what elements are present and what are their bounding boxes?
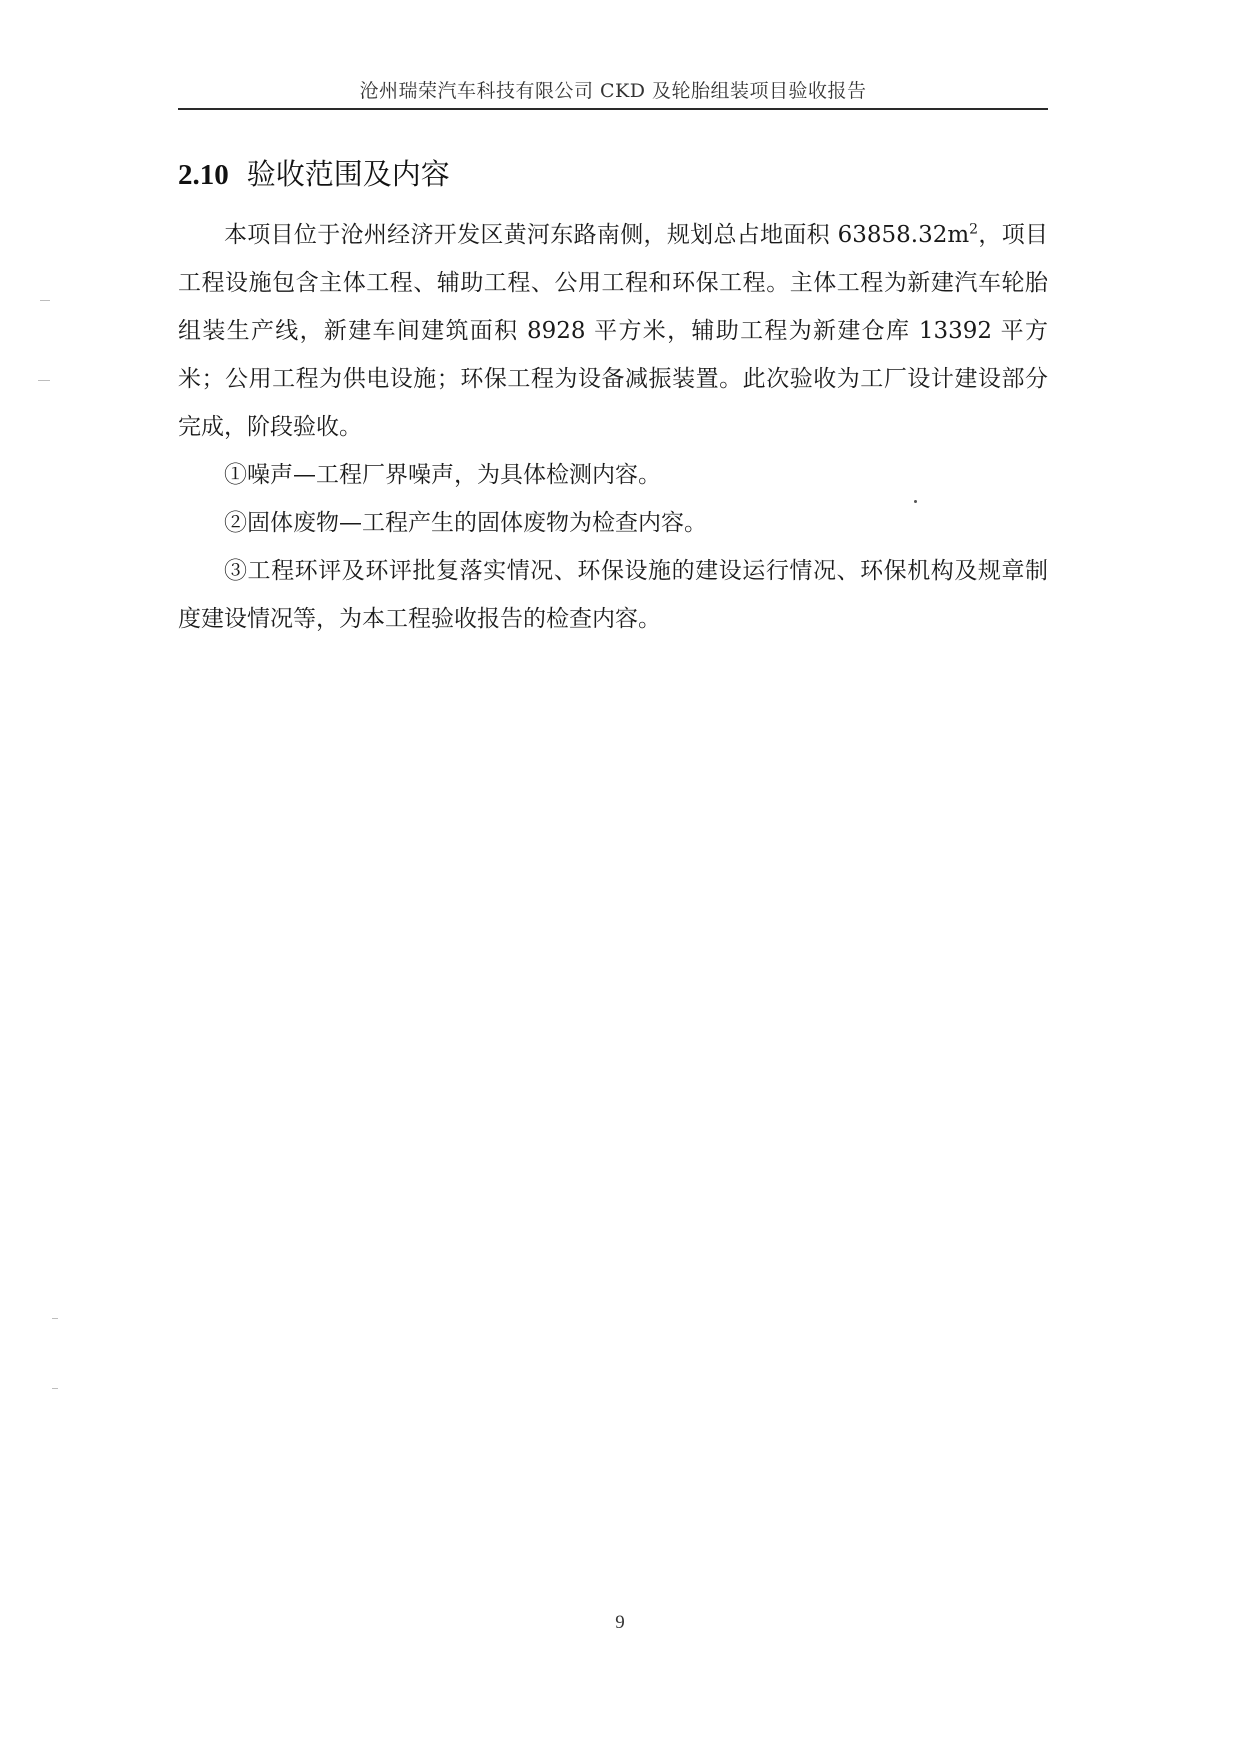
scan-artifact	[914, 500, 917, 503]
scan-artifact	[52, 1318, 58, 1319]
scope-item-solid-waste: ②固体废物—工程产生的固体废物为检查内容。	[224, 510, 707, 536]
scope-item-noise: ①噪声—工程厂界噪声，为具体检测内容。	[224, 462, 661, 488]
section-title-text: 验收范围及内容	[246, 157, 450, 191]
scan-artifact	[52, 1388, 58, 1389]
scan-artifact	[38, 380, 50, 381]
header-divider	[178, 108, 1048, 110]
section-body	[178, 211, 1048, 643]
scope-item-eia-check: ③工程环评及环评批复落实情况、环保设施的建设运行情况、环保机构及规章制度建设情况等，为本工程验收报告的检查内容。	[178, 558, 1048, 632]
area-unit-superscript: 2	[969, 221, 979, 238]
page-number: 9	[615, 1612, 625, 1633]
page-header-title: 沧州瑞荣汽车科技有限公司 CKD 及轮胎组装项目验收报告	[359, 80, 867, 102]
section-number: 2.10	[178, 159, 229, 191]
section-heading	[178, 154, 450, 195]
scan-artifact	[40, 300, 50, 301]
intro-text-part2: ，项目工程设施包含主体工程、辅助工程、公用工程和环保工程。主体工程为新建汽车轮胎组装生产线，新建车间建筑面积 8928 平方米，辅助工程为新建仓库 13392 平方米；公用工程为供电设施；环保工程为设备减振装置。此次验收为工厂设计建设部分完成，阶段验收。	[178, 222, 1048, 440]
intro-text-part1: 本项目位于沧州经济开发区黄河东路南侧，规划总占地面积 63858.32m	[224, 222, 970, 248]
intro-paragraph	[178, 211, 1048, 451]
